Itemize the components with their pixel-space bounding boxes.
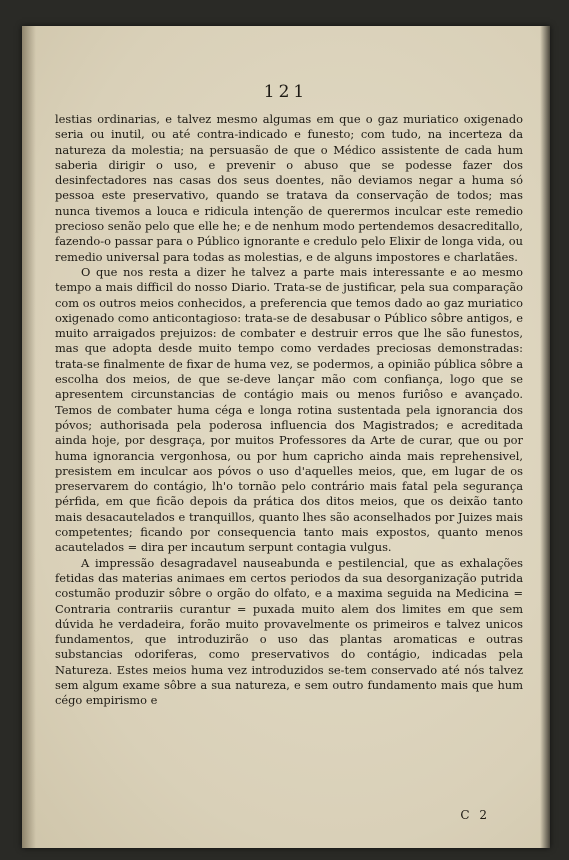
paragraph-1: lestias ordinarias, e talvez mesmo algumas em que o gaz muriatico oxigenado seria ou inutil, ou até contra-indicado e funesto; com tudo, na incerteza da natureza da molestia; na persuasão de que o Médico assistente de cada hum saberia dirigir o uso, e prevenir o abuso que se podesse fazer dos desinfectadores nas casas dos seus doentes, não deviamos negar a huma só pessoa este preservativo, quando se tratava da conservação de todos; mas nunca tivemos a louca e ridicula intenção de querermos inculcar este remedio precioso senão pelo que elle he; e de nenhum modo pertendemos desacreditallo, fazendo-o passar para o Público ignorante e credulo pelo Elixir de longa vida, ou remedio universal para todas as molestias, e de alguns impostores e charlatães. [55,112,523,264]
signature-mark: C 2 [460,808,490,822]
book-page [22,26,550,848]
gutter-shadow [22,26,36,848]
page-edge [540,26,550,848]
body-text [55,112,523,709]
paragraph-2: O que nos resta a dizer he talvez a parte mais interessante e ao mesmo tempo a mais difficil do nosso Diario. Trata-se de justificar, pela sua comparação com os outros meios conhecidos, a preferencia que temos dado ao gaz muriatico oxigenado como anticontagioso: trata-se de desabusar o Público sôbre antigos, e muito arraigados prejuizos: de combater e destruir erros que lhe são funestos, mas que adopta desde muito tempo como verdades preciosas demonstradas: trata-se finalmente de fixar de huma vez, se podermos, a opinião pública sôbre a escolha dos meios, de que se-deve lançar mão com confiança, logo que se apresentem circunstancias de contágio mais ou menos furiôso e avançado. Temos de combater huma céga e longa rotina sustentada pela ignorancia dos póvos; authorisada pela poderosa influencia dos Magistrados; e acreditada ainda hoje, por desgraça, por muitos Professores da Arte de curar, que ou por huma ignorancia vergonhosa, ou por hum capricho ainda mais reprehensivel, presistem em inculcar aos póvos o uso d'aquelles meios, que, em lugar de os preservarem do contágio, lh'o tornão pelo contrário mais fatal pela segurança pérfida, em que ficão depois da prática dos ditos meios, que os deixão tanto mais desacautelados e tranquillos, quanto lhes são aconselhados por Juizes mais competentes; ficando por consequencia tanto mais expostos, quanto menos acautelados = dira per incautum serpunt contagia vulgus. [55,264,523,555]
paragraph-3: A impressão desagradavel nauseabunda e pestilencial, que as exhalações fetidas das materias animaes em certos periodos da sua desorganização putrida costumão produzir sôbre o orgão do olfato, e a maxima seguida na Medicina = Contraria contrariis curantur = puxada muito alem dos limites em que sem dúvida he verdadeira, forão muito provavelmente os primeiros e talvez unicos fundamentos, que introduzirão o uso das plantas aromaticas e outras substancias odoriferas, como preservativos do contágio, indicadas pela Natureza. Estes meios huma vez introduzidos se-tem conservado até nós talvez sem algum exame sôbre a sua natureza, e sem outro fundamento mais que hum cégo empirismo e [55,555,523,708]
page-number: 121 [263,82,309,102]
